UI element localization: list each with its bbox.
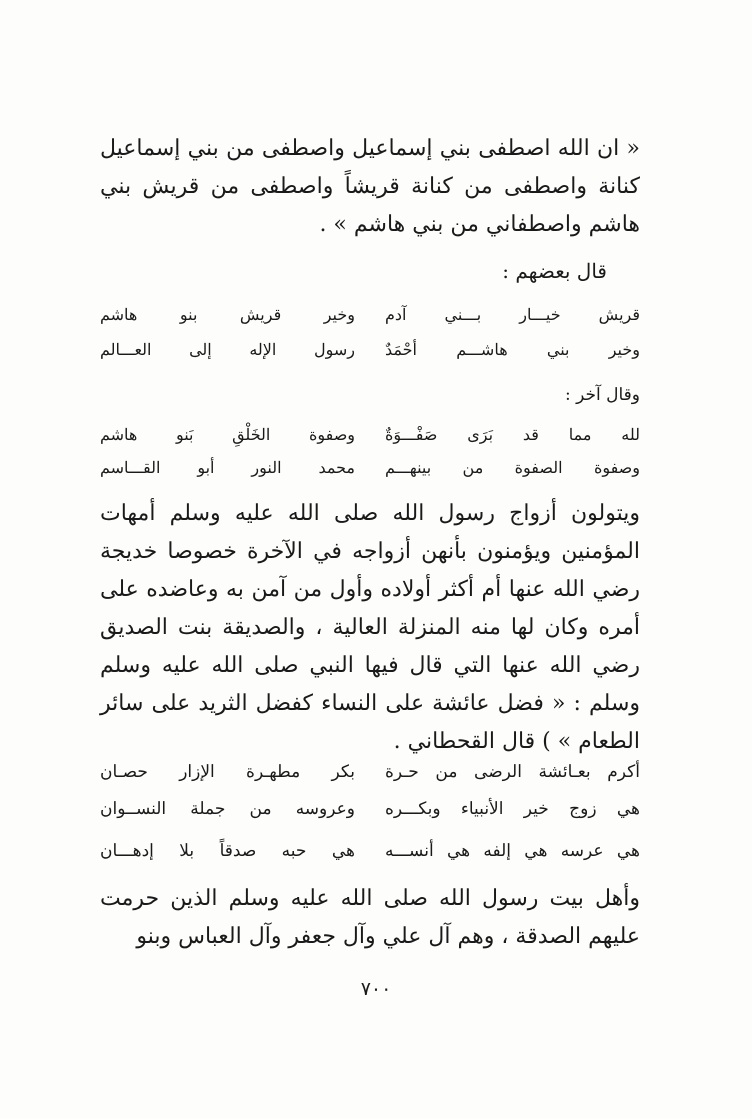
page-number: ٧٠٠ bbox=[360, 978, 392, 1000]
verse-first-hemistich: هي عرسه هي إلفه هي أنســـه bbox=[385, 841, 640, 861]
wives-paragraph: ويتولون أزواج رسول الله صلى الله عليه وسلم أمهات المؤمنين ويؤمنون بأنهن أزواجه في الآخرة خصوصا خديجة رضي الله عنها أم أكثر أولاده وأول من آمن به وعاضده على أمره وكان لها منه المنزلة العالية ، والصديقة بنت الصديق رضي الله عنها التي قال فيها النبي صلى الله عليه وسلم وسلم : « فضل عائشة على النساء كفضل الثريد على سائر الطعام » ) قال القحطاني . bbox=[100, 501, 640, 754]
verse-first-hemistich: وصفوة الصفوة من بينهـــم bbox=[385, 458, 640, 477]
verse-second-hemistich: وصفوة الخَلْقِ بَنو هاشم bbox=[100, 425, 355, 444]
first-poem-intro: قال بعضهم : bbox=[502, 259, 607, 283]
verse-second-hemistich: وعروسه من جملة النســوان bbox=[100, 799, 355, 819]
verse-second-hemistich: محمد النور أبو القـــاسم bbox=[100, 458, 355, 477]
verse-first-hemistich: وخير بني هاشـــم أحْمَدٌ bbox=[385, 340, 640, 359]
verse-second-hemistich: بكر مطهـرة الإزار حصـان bbox=[100, 762, 355, 782]
verse-line bbox=[100, 837, 640, 865]
ahl-al-bayt-paragraph: وأهل بيت رسول الله صلى الله عليه وسلم الذين حرمت عليهم الصدقة ، وهم آل علي وآل جعفر وآل العباس وبنو bbox=[100, 886, 640, 949]
verse-line bbox=[100, 758, 640, 786]
verse-second-hemistich: وخير قريش بنو هاشم bbox=[100, 305, 355, 324]
verse-first-hemistich: قريش خيـــار بـــني آدم bbox=[385, 305, 640, 324]
hadith-paragraph: « ان الله اصطفى بني إسماعيل واصطفى من بني إسماعيل كنانة واصطفى من كنانة قريشاً واصطفى من قريش بني هاشم واصطفاني من بني هاشم » . bbox=[100, 136, 640, 237]
verse-second-hemistich: رسول الإله إلى العـــالم bbox=[100, 340, 355, 359]
verse-line bbox=[100, 302, 640, 328]
verse-line bbox=[100, 795, 640, 823]
verse-first-hemistich: هي زوج خير الأنبياء وبكـــره bbox=[385, 799, 640, 819]
verse-line bbox=[100, 422, 640, 448]
verse-second-hemistich: هي حبه صدقاً بلا إدهـــان bbox=[100, 841, 355, 861]
verse-first-hemistich: أكرم بعـائشة الرضى من حـرة bbox=[385, 762, 640, 782]
verse-line bbox=[100, 455, 640, 481]
verse-first-hemistich: لله مما قد بَرَى صَفْـــوَةٌ bbox=[385, 425, 640, 444]
second-poem-intro: وقال آخر : bbox=[564, 385, 640, 405]
verse-line bbox=[100, 337, 640, 363]
